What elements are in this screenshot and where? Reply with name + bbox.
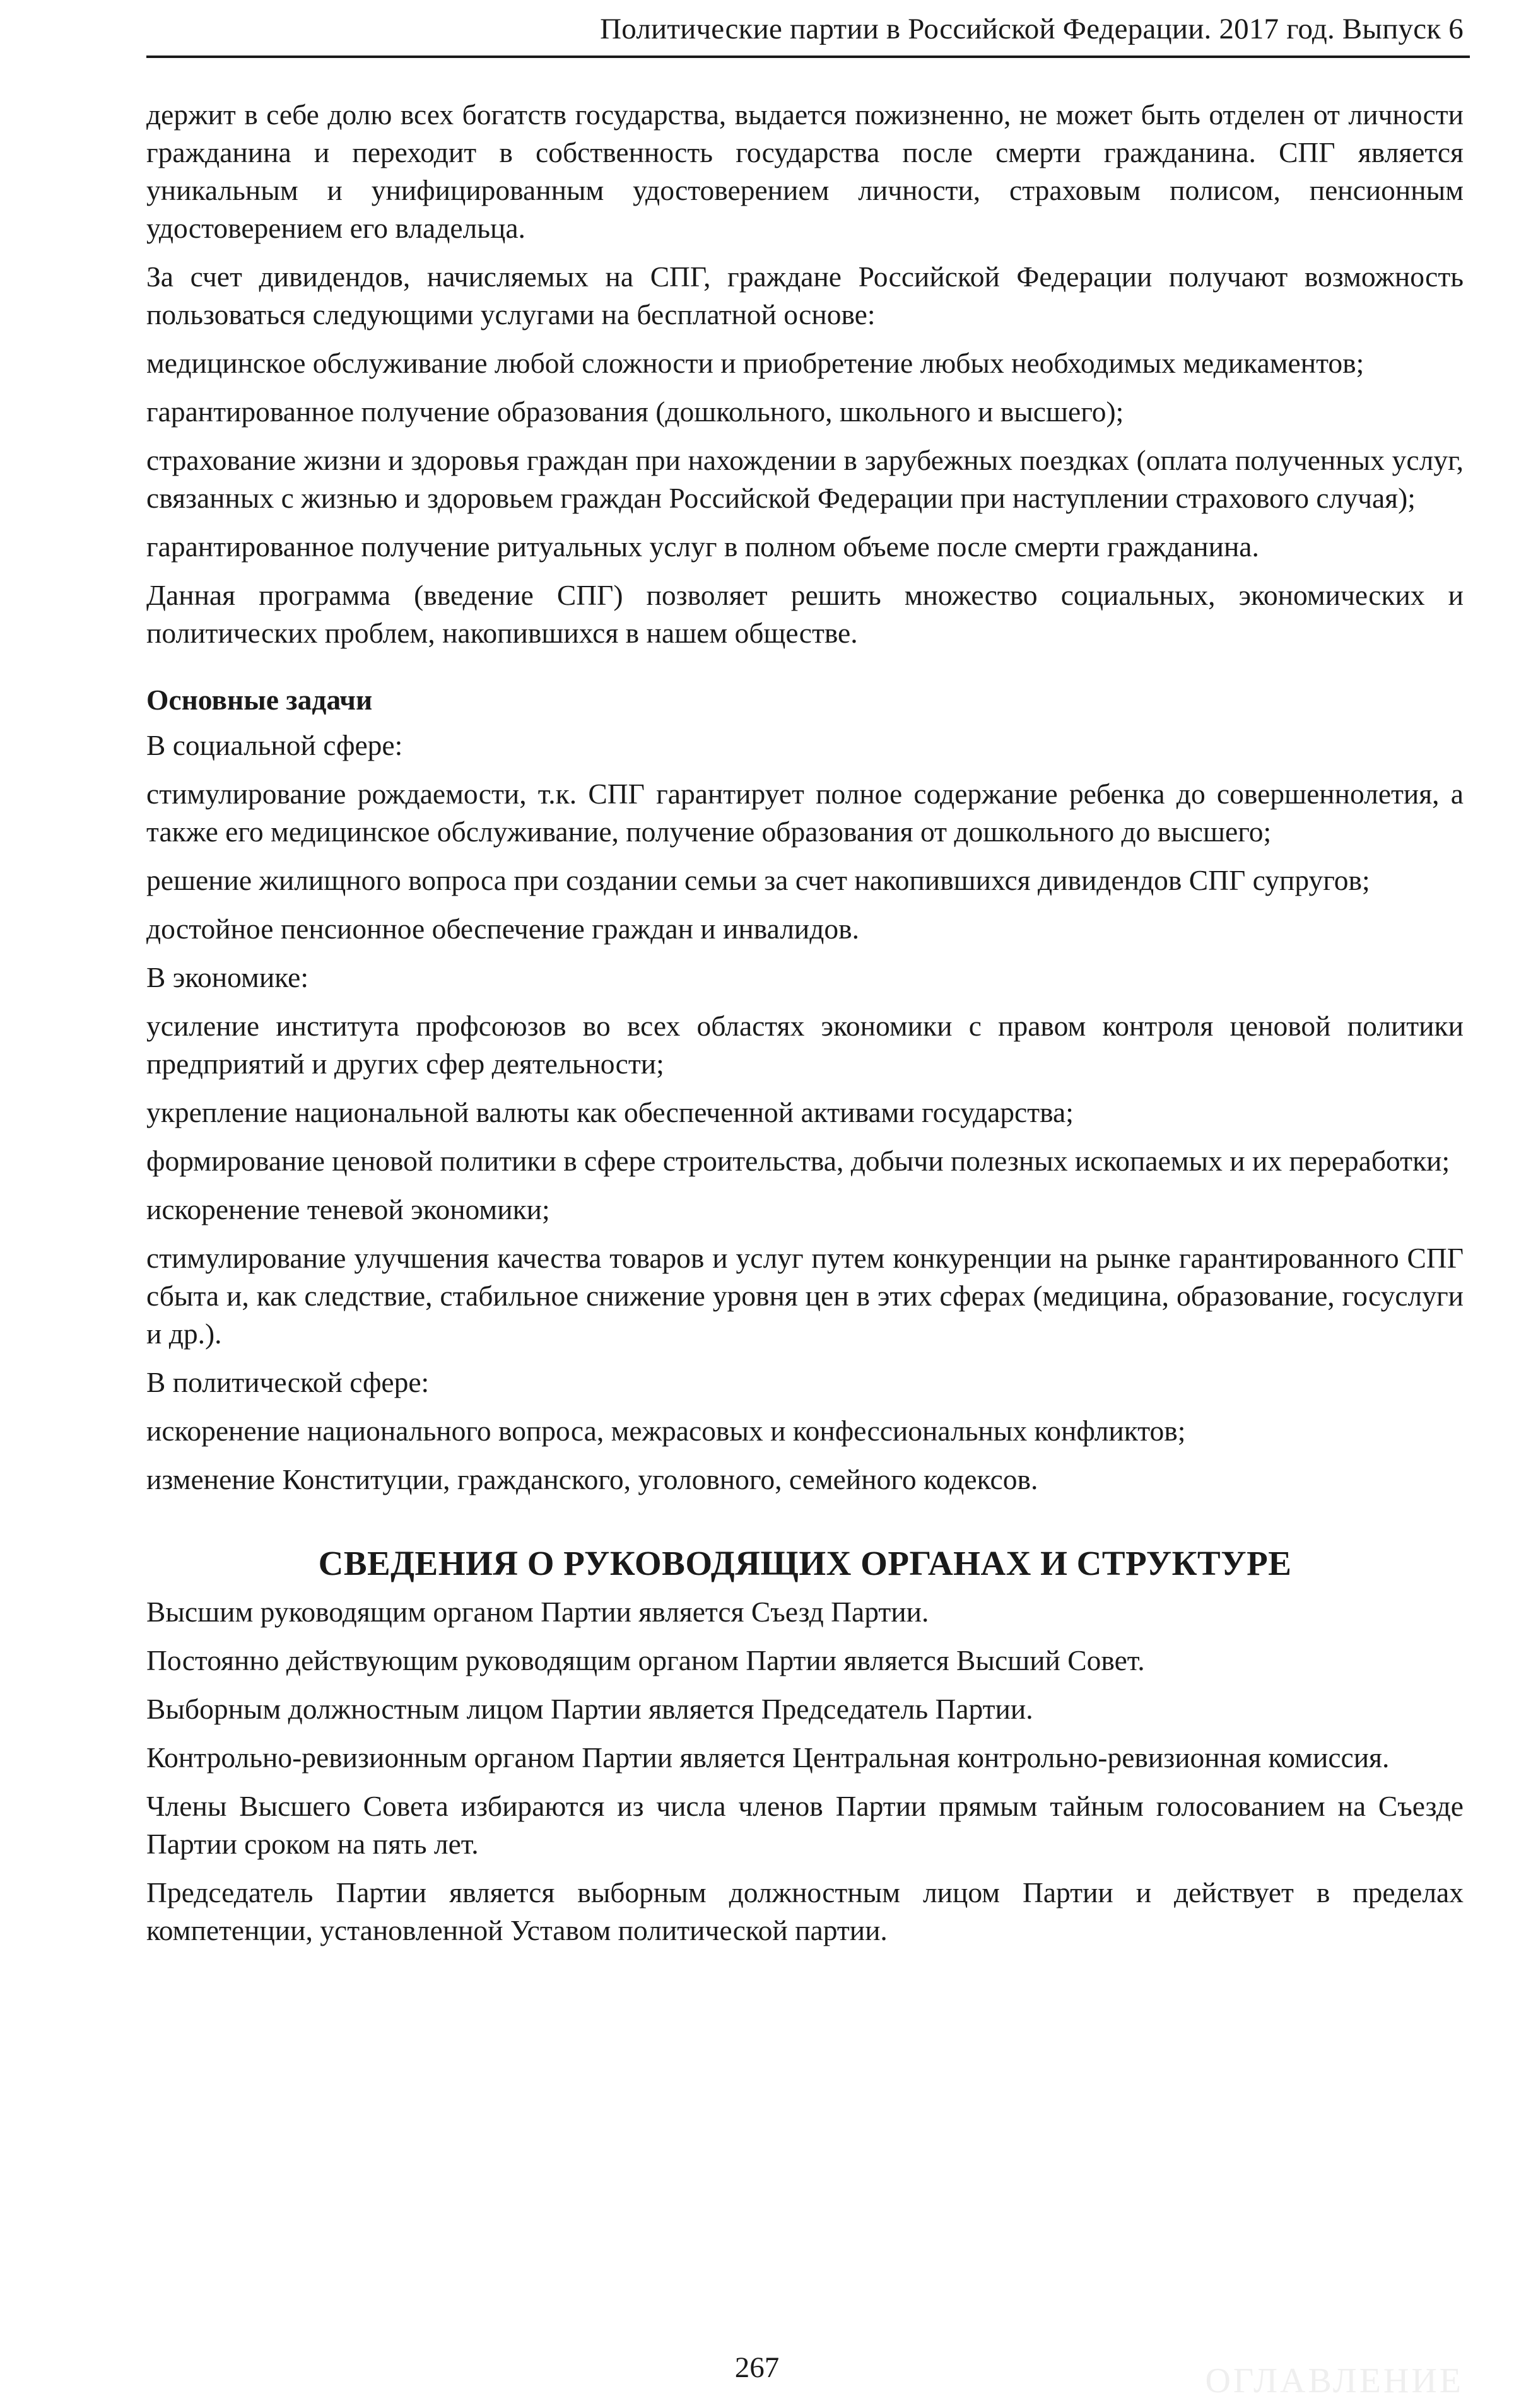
list-item: стимулирование улучшения качества товаров и услуг путем конкуренции на рынке гарантированного СПГ сбыта и, как следствие, стабильное снижение уровня цен в этих сферах (медицина, образование, госуслуги и др.). xyxy=(146,1242,1464,1350)
list-item: искоренение теневой экономики; xyxy=(146,1193,550,1225)
paragraph: Выборным должностным лицом Партии является Председатель Партии. xyxy=(146,1693,1033,1725)
paragraph: За счет дивидендов, начисляемых на СПГ, граждане Российской Федерации получают возможность пользоваться следующими услугами на бесплатной основе: xyxy=(146,260,1464,330)
list-item: искоренение национального вопроса, межрасовых и конфессиональных конфликтов; xyxy=(146,1415,1186,1447)
paragraph: Данная программа (введение СПГ) позволяет решить множество социальных, экономических и политических проблем, накопившихся в нашем обществе. xyxy=(146,579,1464,649)
list-item: медицинское обслуживание любой сложности и приобретение любых необходимых медикаментов; xyxy=(146,347,1364,379)
running-head: Политические партии в Российской Федерации. 2017 год. Выпуск 6 xyxy=(600,13,1464,45)
list-item: страхование жизни и здоровья граждан при нахождении в зарубежных поездках (оплата полученных услуг, связанных с жизнью и здоровьем граждан Российской Федерации при наступлении страхового случая); xyxy=(146,444,1464,514)
list-item: стимулирование рождаемости, т.к. СПГ гарантирует полное содержание ребенка до совершеннолетия, а также его медицинское обслуживание, получение образования от дошкольного до высшего; xyxy=(146,778,1464,848)
paragraph: Высшим руководящим органом Партии является Съезд Партии. xyxy=(146,1596,929,1628)
paragraph: Контрольно-ревизионным органом Партии является Центральная контрольно-ревизионная комиссия. xyxy=(146,1741,1390,1774)
paragraph: Постоянно действующим руководящим органом Партии является Высший Совет. xyxy=(146,1644,1145,1676)
list-item: укрепление национальной валюты как обеспеченной активами государства; xyxy=(146,1096,1074,1128)
list-item: решение жилищного вопроса при создании семьи за счет накопившихся дивидендов СПГ супругов; xyxy=(146,864,1370,896)
page-number: 267 xyxy=(734,2351,780,2384)
header-divider xyxy=(146,56,1470,58)
toc-link[interactable]: ОГЛАВЛЕНИЕ xyxy=(1205,2361,1464,2400)
list-item: усиление института профсоюзов во всех областях экономики с правом контроля ценовой политики предприятий и других сфер деятельности; xyxy=(146,1010,1464,1080)
page-body xyxy=(146,96,1464,1960)
subsection-label-politics: В политической сфере: xyxy=(146,1366,430,1398)
paragraph: Члены Высшего Совета избираются из числа членов Партии прямым тайным голосованием на Съезде Партии сроком на пять лет. xyxy=(146,1790,1464,1860)
section-heading-tasks: Основные задачи xyxy=(146,684,373,716)
paragraph: Председатель Партии является выборным должностным лицом Партии и действует в пределах компетенции, установленной Уставом политической партии. xyxy=(146,1876,1464,1946)
section-heading-structure: СВЕДЕНИЯ О РУКОВОДЯЩИХ ОРГАНАХ И СТРУКТУРЕ xyxy=(318,1544,1292,1582)
list-item: достойное пенсионное обеспечение граждан и инвалидов. xyxy=(146,913,860,945)
subsection-label-social: В социальной сфере: xyxy=(146,729,403,761)
list-item: гарантированное получение ритуальных услуг в полном объеме после смерти гражданина. xyxy=(146,530,1259,563)
paragraph: держит в себе долю всех богатств государства, выдается пожизненно, не может быть отделен от личности гражданина и переходит в собственность государства после смерти гражданина. СПГ является уникальным и унифицированным удостоверением личности, страховым полисом, пенсионным удостоверением его владельца. xyxy=(146,98,1464,244)
subsection-label-economy: В экономике: xyxy=(146,961,308,993)
list-item: формирование ценовой политики в сфере строительства, добычи полезных ископаемых и их переработки; xyxy=(146,1145,1450,1177)
list-item: изменение Конституции, гражданского, уголовного, семейного кодексов. xyxy=(146,1463,1038,1495)
list-item: гарантированное получение образования (дошкольного, школьного и высшего); xyxy=(146,395,1124,428)
